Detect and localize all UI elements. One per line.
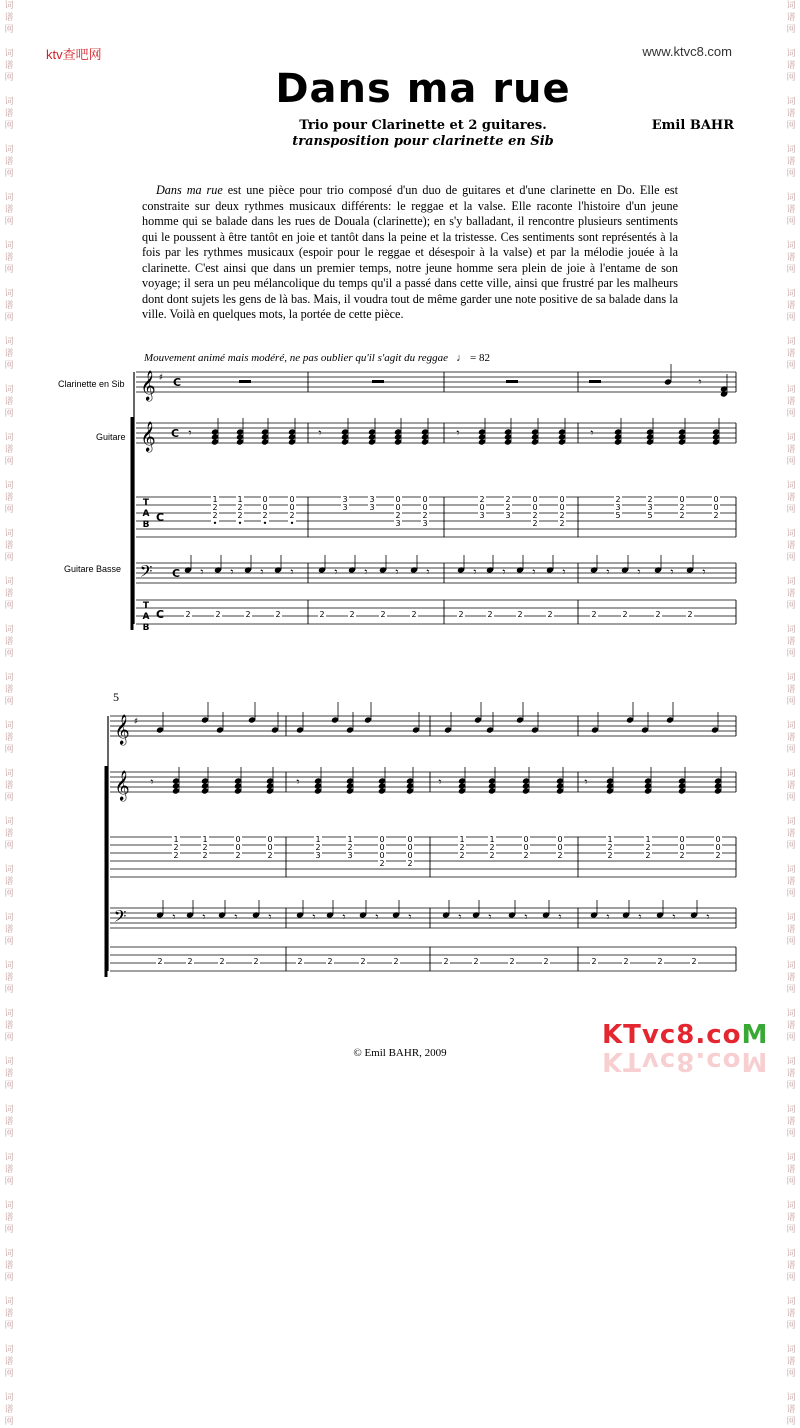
subtitle-transposition: transposition pour clarinette en Sib [292, 134, 554, 149]
eighth-rest: 𝄾 [706, 910, 710, 924]
eighth-rest: 𝄾 [312, 910, 316, 924]
tab-number: 2 [679, 511, 685, 520]
tab-number: 2 [615, 495, 621, 504]
ktvc8-logo [602, 1020, 768, 1050]
tab-number: 2 [458, 610, 464, 619]
eighth-rest: 𝄾 [562, 565, 566, 579]
tab-number: 2 [202, 843, 208, 852]
tab-number: 1 [237, 495, 243, 504]
tab-number: 2 [607, 843, 613, 852]
tab-number: 2 [517, 610, 523, 619]
time-signature: C [170, 427, 180, 440]
tab-number: 0 [422, 495, 428, 504]
tab-number: 2 [657, 957, 663, 966]
bass-clef: 𝄢 [113, 906, 127, 930]
eighth-rest: 𝄾 [202, 910, 206, 924]
tab-number: 2 [591, 957, 597, 966]
tab-number: 0 [557, 843, 563, 852]
eighth-rest: 𝄾 [290, 565, 294, 579]
tab-letter-A: A [142, 612, 150, 622]
tab-number: 2 [691, 957, 697, 966]
treble-clef: 𝄞 [114, 771, 130, 801]
tab-letter-A: A [142, 509, 150, 519]
eighth-rest: 𝄾 [334, 565, 338, 579]
tempo-mark: ♩ = 82 [456, 352, 490, 364]
tab-number: 0 [267, 843, 273, 852]
description-lead: Dans ma rue [156, 183, 223, 197]
tab-number: 1 [202, 835, 208, 844]
logo-text: KTvc8.co [602, 1020, 742, 1050]
whole-rest [372, 380, 384, 383]
tab-number: 2 [532, 511, 538, 520]
tab-number: 2 [253, 957, 259, 966]
bass-clef: 𝄢 [139, 561, 153, 585]
time-signature: C [155, 511, 165, 524]
tab-number: 0 [395, 503, 401, 512]
tab-number: 2 [687, 610, 693, 619]
brand-url: www.ktvc8.com [642, 44, 732, 59]
logo-reflection: KTvc8.coM [602, 1046, 769, 1076]
tab-number: 0 [267, 835, 273, 844]
eighth-rest: 𝄾 [672, 910, 676, 924]
tab-letter-T: T [142, 601, 150, 611]
treble-clef: 𝄞 [140, 422, 156, 452]
tab-number: 0 [422, 503, 428, 512]
tab-number: 2 [679, 503, 685, 512]
tab-number: 2 [407, 859, 413, 868]
whole-rest [239, 380, 251, 383]
tab-number: 2 [713, 511, 719, 520]
tab-number: 0 [407, 835, 413, 844]
tab-letter-T: T [142, 498, 150, 508]
tab-number: 2 [215, 610, 221, 619]
treble-clef: 𝄞 [140, 371, 156, 401]
tab-number: 2 [479, 495, 485, 504]
tab-number: 3 [342, 503, 348, 512]
eighth-rest: 𝄾 [342, 910, 346, 924]
eighth-rest: 𝄾 [606, 910, 610, 924]
eighth-rest: 𝄾 [584, 775, 588, 789]
tab-number: 2 [532, 519, 538, 528]
tab-number: 2 [327, 957, 333, 966]
eighth-rest: 𝄾 [408, 910, 412, 924]
eighth-rest: 𝄾 [698, 375, 702, 389]
tab-number: 0 [262, 503, 268, 512]
tab-number: 1 [315, 835, 321, 844]
eighth-rest: 𝄾 [172, 910, 176, 924]
tab-number: 2 [559, 519, 565, 528]
tab-number: 2 [173, 843, 179, 852]
tab-number: 2 [591, 610, 597, 619]
tab-number: 3 [505, 511, 511, 520]
eighth-rest: 𝄾 [230, 565, 234, 579]
tab-number: 0 [559, 503, 565, 512]
tab-number: 2 [715, 851, 721, 860]
tab-number: 5 [647, 511, 653, 520]
tab-number: 0 [379, 851, 385, 860]
tab-number: 0 [713, 503, 719, 512]
tab-letter-B: B [142, 520, 150, 530]
eighth-rest: 𝄾 [426, 565, 430, 579]
tab-number: 2 [212, 503, 218, 512]
tab-number: 0 [679, 843, 685, 852]
tab-number: 0 [532, 503, 538, 512]
tab-number: 0 [715, 843, 721, 852]
copyright: © Emil BAHR, 2009 [353, 1047, 447, 1059]
eighth-rest: 𝄾 [260, 565, 264, 579]
side-watermark-left: 词谱网 词谱网 词谱网 词谱网 词谱网 词谱网 词谱网 词谱网 词谱网 词谱网 词谱网 词谱网 词谱网 词谱网 词谱网 词谱网 词谱网 词谱网 词谱网 词谱网 词谱网 词谱网 词谱网 词谱网 词谱网 词谱网 词谱网 词谱网 词谱网 词谱网 [4, 1, 14, 1427]
tab-number: 2 [380, 610, 386, 619]
tab-number: 0 [679, 835, 685, 844]
eighth-rest: 𝄾 [395, 565, 399, 579]
eighth-rest: 𝄾 [524, 910, 528, 924]
tab-number: • [237, 519, 243, 528]
instrument-clarinet: Clarinette en Sib [58, 379, 125, 389]
tab-number: 2 [212, 511, 218, 520]
measure-number: 5 [113, 690, 119, 704]
tab-number: 0 [407, 843, 413, 852]
tab-number: 2 [647, 495, 653, 504]
page-title: Dans ma rue [275, 66, 571, 112]
tab-number: 2 [459, 843, 465, 852]
eighth-rest: 𝄾 [488, 910, 492, 924]
tab-number: 0 [557, 835, 563, 844]
tab-number: 1 [173, 835, 179, 844]
tab-number: 0 [289, 495, 295, 504]
key-sharp: ♯ [158, 373, 164, 383]
eighth-rest: 𝄾 [150, 775, 154, 789]
tab-number: 2 [505, 495, 511, 504]
tab-number: 2 [655, 610, 661, 619]
eighth-rest: 𝄾 [456, 426, 460, 440]
tab-number: 0 [559, 495, 565, 504]
eighth-rest: 𝄾 [268, 910, 272, 924]
time-signature: C [171, 567, 181, 580]
eighth-rest: 𝄾 [458, 910, 462, 924]
tab-number: 2 [185, 610, 191, 619]
tab-number: 2 [489, 843, 495, 852]
tab-number: 2 [219, 957, 225, 966]
whole-rest [589, 380, 601, 383]
tab-number: 0 [523, 835, 529, 844]
eighth-rest: 𝄾 [502, 565, 506, 579]
tab-number: 0 [395, 495, 401, 504]
eighth-rest: 𝄾 [364, 565, 368, 579]
tab-number: 2 [173, 851, 179, 860]
tab-number: 2 [487, 610, 493, 619]
tab-number: 1 [607, 835, 613, 844]
tab-number: 2 [422, 511, 428, 520]
tab-number: 2 [443, 957, 449, 966]
tab-number: 2 [319, 610, 325, 619]
tab-number: 2 [237, 511, 243, 520]
tab-number: 2 [543, 957, 549, 966]
eighth-rest: 𝄾 [438, 775, 442, 789]
eighth-rest: 𝄾 [558, 910, 562, 924]
tab-number: 2 [187, 957, 193, 966]
tab-number: 2 [349, 610, 355, 619]
tab-number: 0 [262, 495, 268, 504]
tab-number: 2 [473, 957, 479, 966]
tab-number: 2 [379, 859, 385, 868]
tab-letter-B: B [142, 623, 150, 633]
tab-number: 0 [523, 843, 529, 852]
eighth-rest: 𝄾 [670, 565, 674, 579]
tab-number: • [289, 519, 295, 528]
tab-number: 2 [523, 851, 529, 860]
eighth-rest: 𝄾 [234, 910, 238, 924]
tab-number: 3 [347, 851, 353, 860]
tab-number: 3 [369, 503, 375, 512]
time-signature: C [172, 376, 182, 389]
tab-number: 1 [489, 835, 495, 844]
tab-number: 2 [235, 851, 241, 860]
tab-number: 2 [275, 610, 281, 619]
eighth-rest: 𝄾 [296, 775, 300, 789]
tab-number: 0 [479, 503, 485, 512]
tab-number: 2 [645, 851, 651, 860]
eighth-rest: 𝄾 [318, 426, 322, 440]
tab-number: 2 [622, 610, 628, 619]
tab-number: 3 [342, 495, 348, 504]
eighth-rest: 𝄾 [638, 910, 642, 924]
tab-number: 1 [645, 835, 651, 844]
tab-number: 0 [235, 843, 241, 852]
tab-number: 1 [212, 495, 218, 504]
tab-number: 2 [547, 610, 553, 619]
tab-number: 0 [235, 835, 241, 844]
tab-number: 0 [713, 495, 719, 504]
tab-number: 2 [157, 957, 163, 966]
tab-number: 3 [422, 519, 428, 528]
brand-left: ktv查吧网 [46, 47, 102, 62]
tab-number: 3 [479, 511, 485, 520]
tab-number: 2 [393, 957, 399, 966]
tab-number: 2 [395, 511, 401, 520]
tab-number: 5 [615, 511, 621, 520]
instrument-guitar: Guitare [96, 432, 126, 442]
tab-number: 1 [347, 835, 353, 844]
eighth-rest: 𝄾 [375, 910, 379, 924]
composer: Emil BAHR [651, 118, 734, 133]
subtitle: Trio pour Clarinette et 2 guitares. [299, 118, 547, 133]
tab-number: 0 [679, 495, 685, 504]
eighth-rest: 𝄾 [702, 565, 706, 579]
instrument-bass: Guitare Basse [64, 564, 122, 574]
tab-number: • [212, 519, 218, 528]
key-sharp: ♯ [133, 717, 139, 727]
side-watermark-right: 词谱网 词谱网 词谱网 词谱网 词谱网 词谱网 词谱网 词谱网 词谱网 词谱网 词谱网 词谱网 词谱网 词谱网 词谱网 词谱网 词谱网 词谱网 词谱网 词谱网 词谱网 词谱网 词谱网 词谱网 词谱网 词谱网 词谱网 词谱网 词谱网 词谱网 [786, 1, 796, 1427]
eighth-rest: 𝄾 [637, 565, 641, 579]
tempo-description: Mouvement animé mais modéré, ne pas oublier qu'il s'agit du reggae [144, 352, 448, 364]
tab-number: 3 [647, 503, 653, 512]
tab-number: 3 [615, 503, 621, 512]
tab-number: 2 [623, 957, 629, 966]
eighth-rest: 𝄾 [188, 426, 192, 440]
tab-number: 3 [395, 519, 401, 528]
whole-rest [506, 380, 518, 383]
tab-number: 2 [315, 843, 321, 852]
tab-number: 2 [679, 851, 685, 860]
tab-number: 0 [715, 835, 721, 844]
tab-number: 2 [360, 957, 366, 966]
time-signature: C [155, 608, 165, 621]
tab-number: 2 [297, 957, 303, 966]
tab-number: 0 [379, 843, 385, 852]
tab-number: 2 [411, 610, 417, 619]
eighth-rest: 𝄾 [200, 565, 204, 579]
tab-number: 2 [505, 503, 511, 512]
tab-number: 2 [262, 511, 268, 520]
logo-text-end: M [741, 1020, 769, 1050]
tab-number: 0 [379, 835, 385, 844]
eighth-rest: 𝄾 [473, 565, 477, 579]
tab-number: 2 [459, 851, 465, 860]
eighth-rest: 𝄾 [590, 426, 594, 440]
tab-number: 2 [347, 843, 353, 852]
tab-number: 2 [267, 851, 273, 860]
tab-number: 2 [607, 851, 613, 860]
tab-number: 2 [289, 511, 295, 520]
tab-number: 2 [245, 610, 251, 619]
tab-number: 1 [459, 835, 465, 844]
tab-number: 0 [407, 851, 413, 860]
tab-number: 2 [557, 851, 563, 860]
tab-number: 3 [315, 851, 321, 860]
description-text: est une pièce pour trio composé d'un duo de guitares et d'une clarinette en Do. Elle est constraite sur deux rythmes musicaux différents: le reggae et la valse. Elle raconte l'histoire d'un jeune homme qui se balade dans les rues de Douala (clarinette); en s'y balladant, il rencontre plusieurs sentiments qui le poussent à être tantôt en joie et tantôt dans la peine et la tristesse. Ces sentiments sont représentés à la fois par les rythmes musicaux (espoir pour le reggae et désespoir à la valse) et par la mélodie jouée à la clarinette. C'est ainsi que dans un premier temps, notre jeune homme sera plein de joie à l'entame de son voyage; il sera un peu mélancolique du temps qu'il a passé dans cette ville, ainsi que frustré par les malheurs dont dont sujets les gens de là bas. Mais, il voudra tout de même garder une note positive de sa balade dans la ville. Voilà en quelques mots, la portée de cette pièce. [142, 183, 678, 321]
tab-number: 2 [645, 843, 651, 852]
tab-number: • [262, 519, 268, 528]
eighth-rest: 𝄾 [532, 565, 536, 579]
tab-number: 0 [532, 495, 538, 504]
tab-number: 3 [369, 495, 375, 504]
treble-clef: 𝄞 [114, 715, 130, 745]
tab-number: 0 [289, 503, 295, 512]
tab-number: 2 [237, 503, 243, 512]
tab-number: 2 [202, 851, 208, 860]
tab-number: 2 [489, 851, 495, 860]
tab-number: 2 [559, 511, 565, 520]
tab-number: 2 [509, 957, 515, 966]
eighth-rest: 𝄾 [606, 565, 610, 579]
